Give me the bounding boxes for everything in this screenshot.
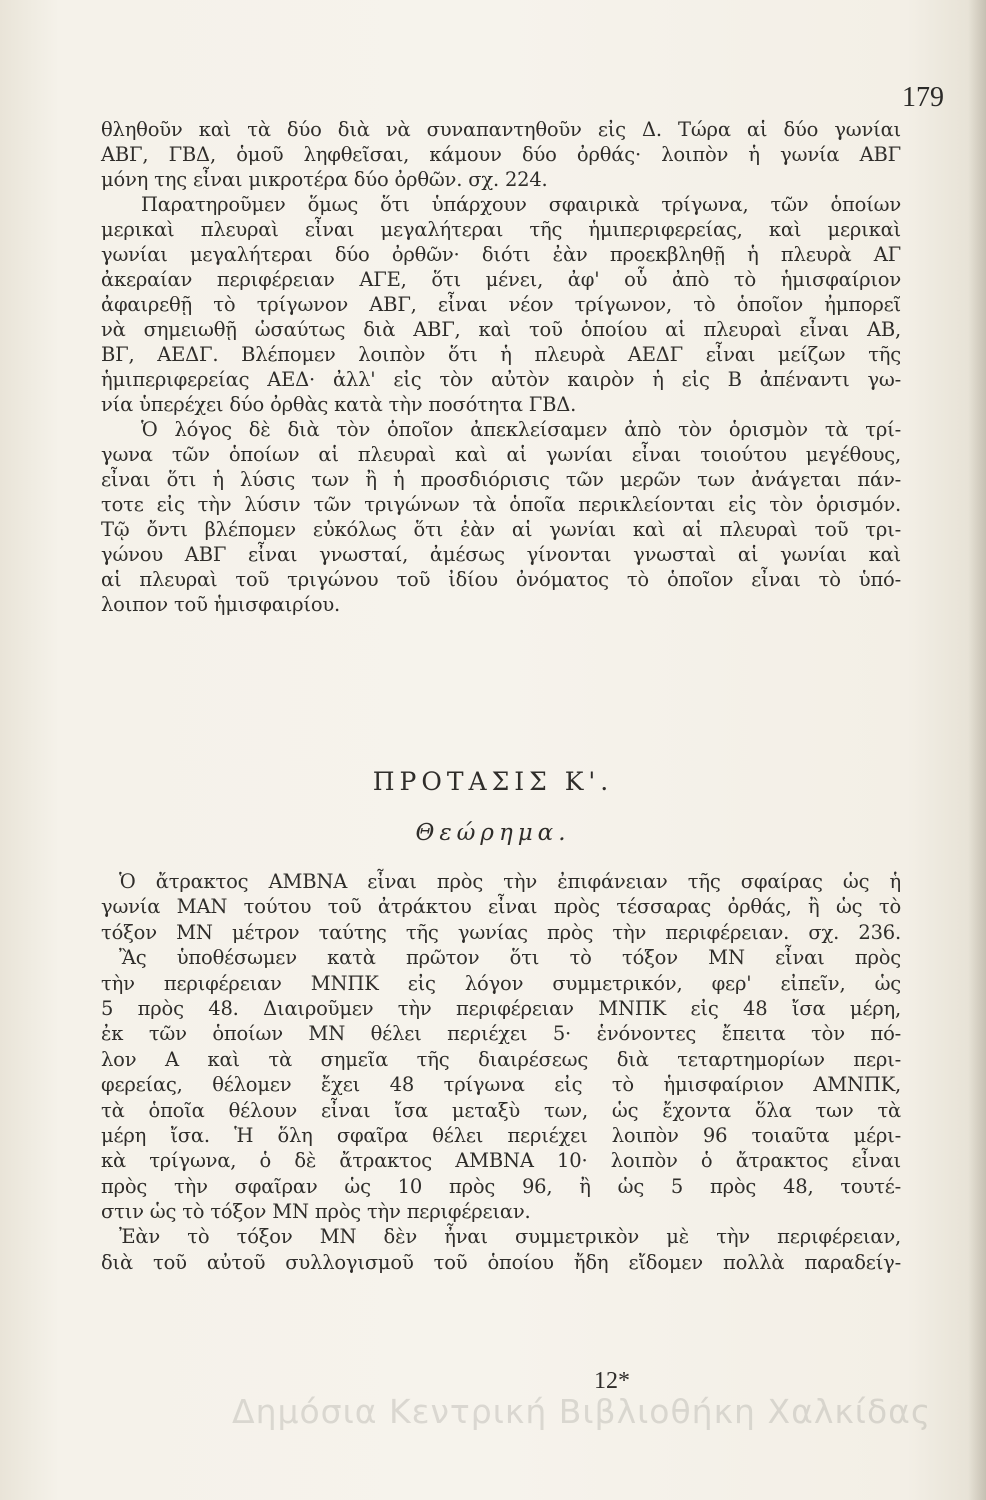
text-line: πρὸς τὴν σφαῖραν ὡς 10 πρὸς 96, ἢ ὡς 5 πρὸς 48, τουτέ-	[101, 1174, 901, 1198]
page-number: 179	[902, 82, 944, 113]
text-line: γωνίαι μεγαλήτεραι δύο ὀρθῶν· διότι ἐὰν προεκβληθῇ ἡ πλευρὰ ΑΓ	[101, 243, 901, 266]
text-line: Ὁ λόγος δὲ διὰ τὸν ὁποῖον ἀπεκλείσαμεν ἀπὸ τὸν ὁρισμὸν τὰ τρί-	[141, 418, 901, 441]
text-line: τὴν περιφέρειαν ΜΝΠΚ εἰς λόγον συμμετρικόν, φερ' εἰπεῖν, ὡς	[101, 971, 901, 995]
page-edge-shadow	[968, 0, 986, 1500]
library-watermark: Δημόσια Κεντρική Βιβλιοθήκη Χαλκίδας	[232, 1392, 932, 1431]
text-line: αἱ πλευραὶ τοῦ τριγώνου τοῦ ἰδίου ὀνόματος τὸ ὁποῖον εἶναι τὸ ὑπό-	[101, 568, 901, 591]
text-line: γωνα τῶν ὁποίων αἱ πλευραὶ καὶ αἱ γωνίαι εἶναι τοιούτου μεγέθους,	[101, 443, 901, 466]
section-1-text	[101, 117, 901, 617]
text-line: ἡμιπεριφερείας ΑΕΔ· ἀλλ' εἰς τὸν αὐτὸν καιρὸν ἡ εἰς Β ἀπέναντι γω-	[101, 368, 901, 391]
text-line: μόνη της εἶναι μικροτέρα δύο ὀρθῶν. σχ. 224.	[101, 168, 548, 191]
text-line: τὰ ὁποῖα θέλουν εἶναι ἴσα μεταξὺ των, ὡς ἔχοντα ὅλα των τὰ	[101, 1098, 901, 1122]
text-line: Ὁ ἄτρακτος ΑΜΒΝΑ εἶναι πρὸς τὴν ἐπιφάνειαν τῆς σφαίρας ὡς ἡ	[119, 870, 901, 893]
text-line: γωνία ΜΑΝ τούτου τοῦ ἀτράκτου εἶναι πρὸς τέσσαρας ὀρθάς, ἢ ὡς τὸ	[101, 895, 901, 919]
text-line: τοτε εἰς τὴν λύσιν τῶν τριγώνων τὰ ὁποῖα περικλείονται εἰς τὸν ὁρισμόν.	[101, 493, 901, 516]
text-line: θληθοῦν καὶ τὰ δύο διὰ νὰ συναπαντηθοῦν εἰς Δ. Τώρα αἱ δύο γωνίαι	[101, 118, 901, 141]
signature-mark: 12*	[594, 1368, 630, 1394]
text-line: στιν ὡς τὸ τόξον ΜΝ πρὸς τὴν περιφέρειαν.	[101, 1200, 531, 1224]
text-line: φερείας, θέλομεν ἔχει 48 τρίγωνα εἰς τὸ ἡμισφαίριον ΑΜΝΠΚ,	[101, 1073, 901, 1097]
text-line: διὰ τοῦ αὐτοῦ συλλογισμοῦ τοῦ ὁποίου ἤδη εἴδομεν πολλὰ παραδείγ-	[101, 1250, 901, 1274]
text-line: γώνου ΑΒΓ εἶναι γνωσταί, ἀμέσως γίνονται γνωσταὶ αἱ γωνίαι καὶ	[101, 543, 901, 566]
text-line: 5 πρὸς 48. Διαιροῦμεν τὴν περιφέρειαν ΜΝΠΚ εἰς 48 ἴσα μέρη,	[101, 996, 901, 1020]
text-line: κὰ τρίγωνα, ὁ δὲ ἄτρακτος ΑΜΒΝΑ 10· λοιπὸν ὁ ἄτρακτος εἶναι	[101, 1149, 901, 1173]
text-line: ἀφαιρεθῇ τὸ τρίγωνον ΑΒΓ, εἶναι νέον τρίγωνον, τὸ ὁποῖον ἠμπορεῖ	[101, 293, 901, 316]
text-line: Παρατηροῦμεν ὅμως ὅτι ὑπάρχουν σφαιρικὰ τρίγωνα, τῶν ὁποίων	[141, 193, 901, 216]
text-line: νία ὑπερέχει δύο ὀρθὰς κατὰ τὴν ποσότητα ΓΒΔ.	[101, 393, 577, 416]
text-line: εἶναι ὅτι ἡ λύσις των ἢ ἡ προσδιόρισις τῶν μερῶν των ἀνάγεται πάν-	[101, 468, 901, 491]
text-line: ΒΓ, ΑΕΔΓ. Βλέπομεν λοιπὸν ὅτι ἡ πλευρὰ ΑΕΔΓ εἶναι μείζων τῆς	[101, 343, 901, 366]
text-line: μέρη ἴσα. Ἡ ὅλη σφαῖρα θέλει περιέχει λοιπὸν 96 τοιαῦτα μέρι-	[101, 1123, 901, 1147]
proposition-heading: ΠΡΟΤΑΣΙΣ Κ'.	[372, 767, 614, 796]
text-line: μερικαὶ πλευραὶ εἶναι μεγαλήτεραι τῆς ἡμιπεριφερείας, καὶ μερικαὶ	[101, 218, 901, 241]
text-line: ἀκεραίαν περιφέρειαν ΑΓΕ, ὅτι μένει, ἀφ' οὗ ἀπὸ τὸ ἡμισφαίριον	[101, 268, 901, 291]
text-line: Ἐὰν τὸ τόξον ΜΝ δὲν ἦναι συμμετρικὸν μὲ τὴν περιφέρειαν,	[119, 1225, 901, 1249]
text-line: Ἂς ὑποθέσωμεν κατὰ πρῶτον ὅτι τὸ τόξον ΜΝ εἶναι πρὸς	[119, 946, 901, 970]
text-line: τόξον ΜΝ μέτρον ταύτης τῆς γωνίας πρὸς τὴν περιφέρειαν. σχ. 236.	[101, 920, 901, 944]
theorem-subheading: Θεώρημα.	[415, 820, 571, 846]
text-line: ΑΒΓ, ΓΒΔ, ὁμοῦ ληφθεῖσαι, κάμουν δύο ὀρθάς· λοιπὸν ἡ γωνία ΑΒΓ	[101, 143, 901, 166]
text-line: ἐκ τῶν ὁποίων ΜΝ θέλει περιέχει 5· ἑνόνοντες ἔπειτα τὸν πό-	[101, 1022, 901, 1046]
text-line: λον Α καὶ τὰ σημεῖα τῆς διαιρέσεως διὰ τεταρτημορίων περι-	[101, 1047, 901, 1071]
text-line: νὰ σημειωθῇ ὡσαύτως διὰ ΑΒΓ, καὶ τοῦ ὁποίου αἱ πλευραὶ εἶναι ΑΒ,	[101, 318, 901, 341]
section-2-text	[101, 869, 901, 1275]
text-line: Τῷ ὄντι βλέπομεν εὐκόλως ὅτι ἐὰν αἱ γωνίαι καὶ αἱ πλευραὶ τοῦ τρι-	[101, 518, 901, 541]
text-line: λοιπον τοῦ ἡμισφαιρίου.	[101, 593, 341, 616]
